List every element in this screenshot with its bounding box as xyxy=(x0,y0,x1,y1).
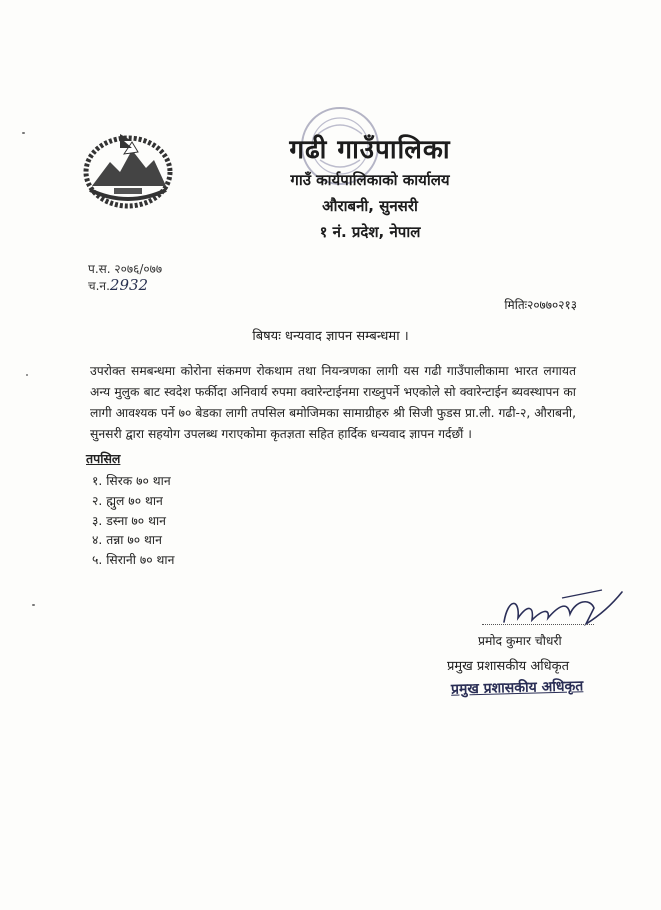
province-line: १ नं. प्रदेश, नेपाल xyxy=(319,223,421,241)
nepal-emblem-icon xyxy=(80,128,176,210)
chalani-label: च.न. xyxy=(88,279,110,293)
list-item: ५. सिरानी ७० थान xyxy=(92,553,175,568)
list-item: २. ह्मुल ७० थान xyxy=(92,493,163,508)
office-name: गाउँ कार्यपालिकाको कार्यालय xyxy=(290,171,450,189)
handwritten-signature xyxy=(498,584,630,636)
office-address: औराबनी, सुनसरी xyxy=(322,197,418,215)
signature-line xyxy=(482,624,594,625)
scan-speck xyxy=(32,604,35,606)
list-item: १. सिरक ७० थान xyxy=(92,474,171,488)
patra-sankhya: प.स. २०७६/०७७ xyxy=(88,262,163,276)
signatory-title: प्रमुख प्रशासकीय अधिकृत xyxy=(447,659,570,674)
org-name-heading: गढी गाउँपालिका xyxy=(289,135,451,165)
scan-speck xyxy=(26,374,28,376)
list-title: तपसिल xyxy=(86,451,121,466)
list-item: ४. तन्ना ७० थान xyxy=(92,533,162,548)
letter-date: मितिः२०७७०२१३ xyxy=(504,298,577,312)
letter-subject: बिषयः धन्यवाद ज्ञापन सम्बन्धमा । xyxy=(252,329,409,344)
signatory-stamp: प्रमुख प्रशासकीय अधिकृत xyxy=(450,678,584,698)
chalani-number-line xyxy=(88,276,148,294)
list-item: ३. डस्ना ७० थान xyxy=(92,513,166,528)
signatory-name: प्रमोद कुमार चौधरी xyxy=(478,634,562,648)
letter-body: उपरोक्त समबन्धमा कोरोना संकमण रोकथाम तथा नियन्त्रणका लागी यस गढी गाउँपालीकामा भारत लगायत अन्य मुलुक बाट स्वदेश फर्कीदा अनिवार्य रुपमा क्वारेन्टाईनमा राख्नुपर्ने भएकोले सो क्वारेन्टाईन ब्यवस्थापन का लागी आवश्यक पर्ने ७० बेडका लागी तपसिल बमोजिमका सामाग्रीहरु श्री सिजी फुडस प्रा.ली. गढी-२, औराबनी, सुनसरी द्वारा सहयोग उपलब्ध गराएकोमा कृतज्ञता सहित हार्दिक धन्यवाद ज्ञापन गर्दछौं । xyxy=(90,364,576,441)
chalani-number: 2932 xyxy=(109,276,149,294)
scan-speck xyxy=(22,132,25,134)
item-list xyxy=(92,472,174,571)
